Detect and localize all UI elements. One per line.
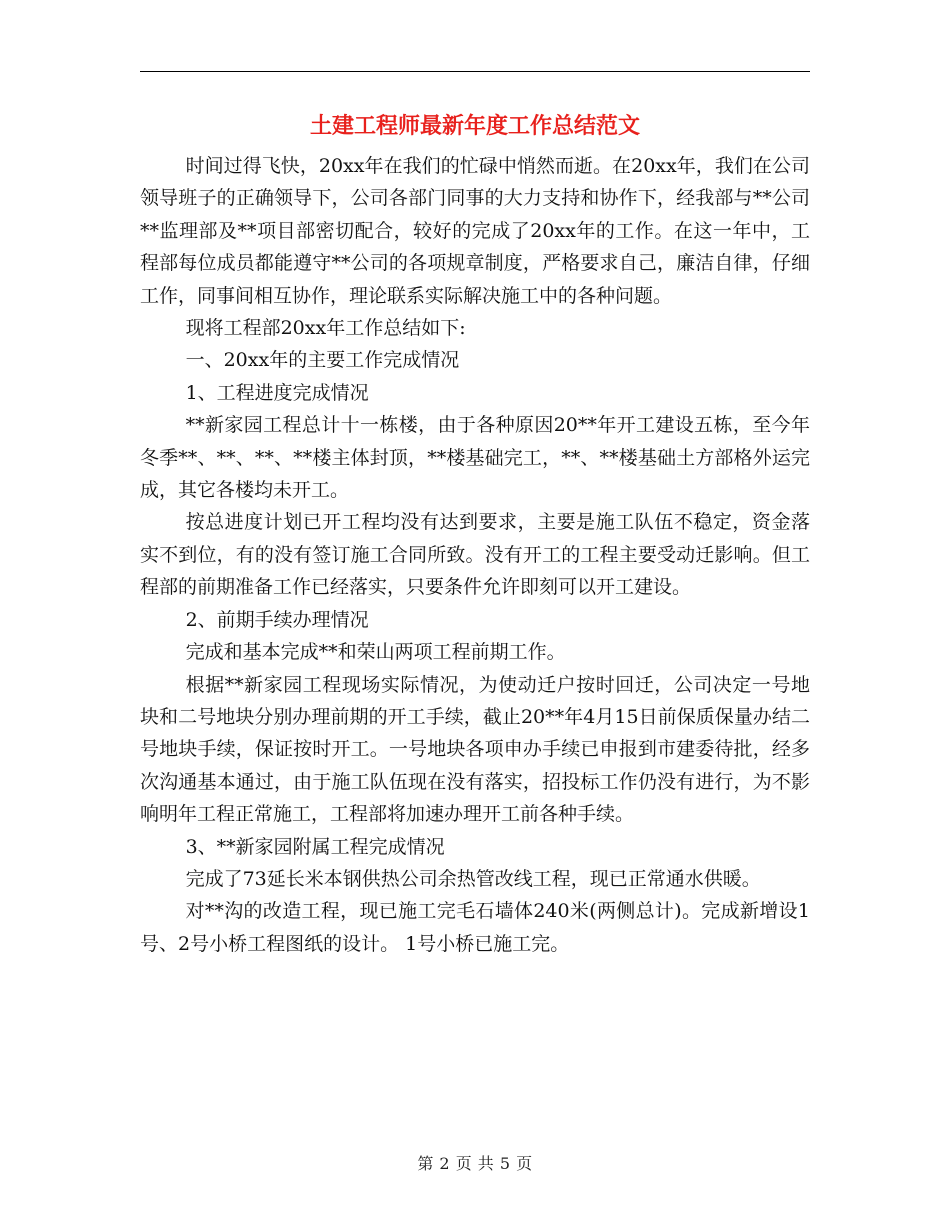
- paragraph-procedures-done: 完成和基本完成**和荣山两项工程前期工作。: [185, 641, 566, 664]
- subheading-auxiliary: 3、**新家园附属工程完成情况: [185, 835, 445, 858]
- document-body: [140, 150, 810, 960]
- document-title: 土建工程师最新年度工作总结范文: [309, 113, 640, 139]
- paragraph-summary-lead: 现将工程部20xx年工作总结如下:: [185, 317, 466, 340]
- paragraph-procedures-detail: 根据**新家园工程现场实际情况，为使动迁户按时回迁，公司决定一号地块和二号地块分别办理前期的开工手续，截止20**年4月15日前保质保量办结二号地块手续，保证按时开工。一号地块各项申办手续已申报到市建委待批，经多次沟通基本通过，由于施工队伍现在没有落实，招投标工作仍没有进行，为不影响明年工程正常施工，工程部将加速办理开工前各种手续。: [140, 673, 810, 826]
- paragraph-progress-analysis: 按总进度计划已开工程均没有达到要求，主要是施工队伍不稳定，资金落实不到位，有的没有签订施工合同所致。没有开工的工程主要受动迁影响。但工程部的前期准备工作已经落实，只要条件允许即刻可以开工建设。: [140, 511, 810, 599]
- subheading-procedures: 2、前期手续办理情况: [185, 608, 369, 631]
- paragraph-intro: 时间过得飞快，20xx年在我们的忙碌中悄然而逝。在20xx年，我们在公司领导班子的正确领导下，公司各部门同事的大力支持和协作下，经我部与**公司**监理部及**项目部密切配合，较好的完成了20xx年的工作。在这一年中，工程部每位成员都能遵守**公司的各项规章制度，严格要求自己，廉洁自律，仔细工作，同事间相互协作，理论联系实际解决施工中的各种问题。: [140, 155, 810, 307]
- paragraph-progress-detail: **新家园工程总计十一栋楼，由于各种原因20**年开工建设五栋，至今年冬季**、**、**、**楼主体封顶，**楼基础完工，**、**楼基础土方部格外运完成，其它各楼均未开工。: [140, 414, 810, 502]
- header-rule: [140, 71, 810, 72]
- section-heading-main-work: 一、20xx年的主要工作完成情况: [185, 349, 460, 372]
- paragraph-heating-pipe: 完成了73延长米本钢供热公司余热管改线工程，现已正常通水供暖。: [185, 867, 761, 890]
- paragraph-ditch-renovation: 对**沟的改造工程，现已施工完毛石墙体240米(两侧总计)。完成新增设1号、2号小桥工程图纸的设计。 1号小桥已施工完。: [140, 900, 810, 955]
- page-number-footer: 第 2 页 共 5 页: [417, 1154, 533, 1173]
- subheading-progress: 1、工程进度完成情况: [185, 381, 369, 404]
